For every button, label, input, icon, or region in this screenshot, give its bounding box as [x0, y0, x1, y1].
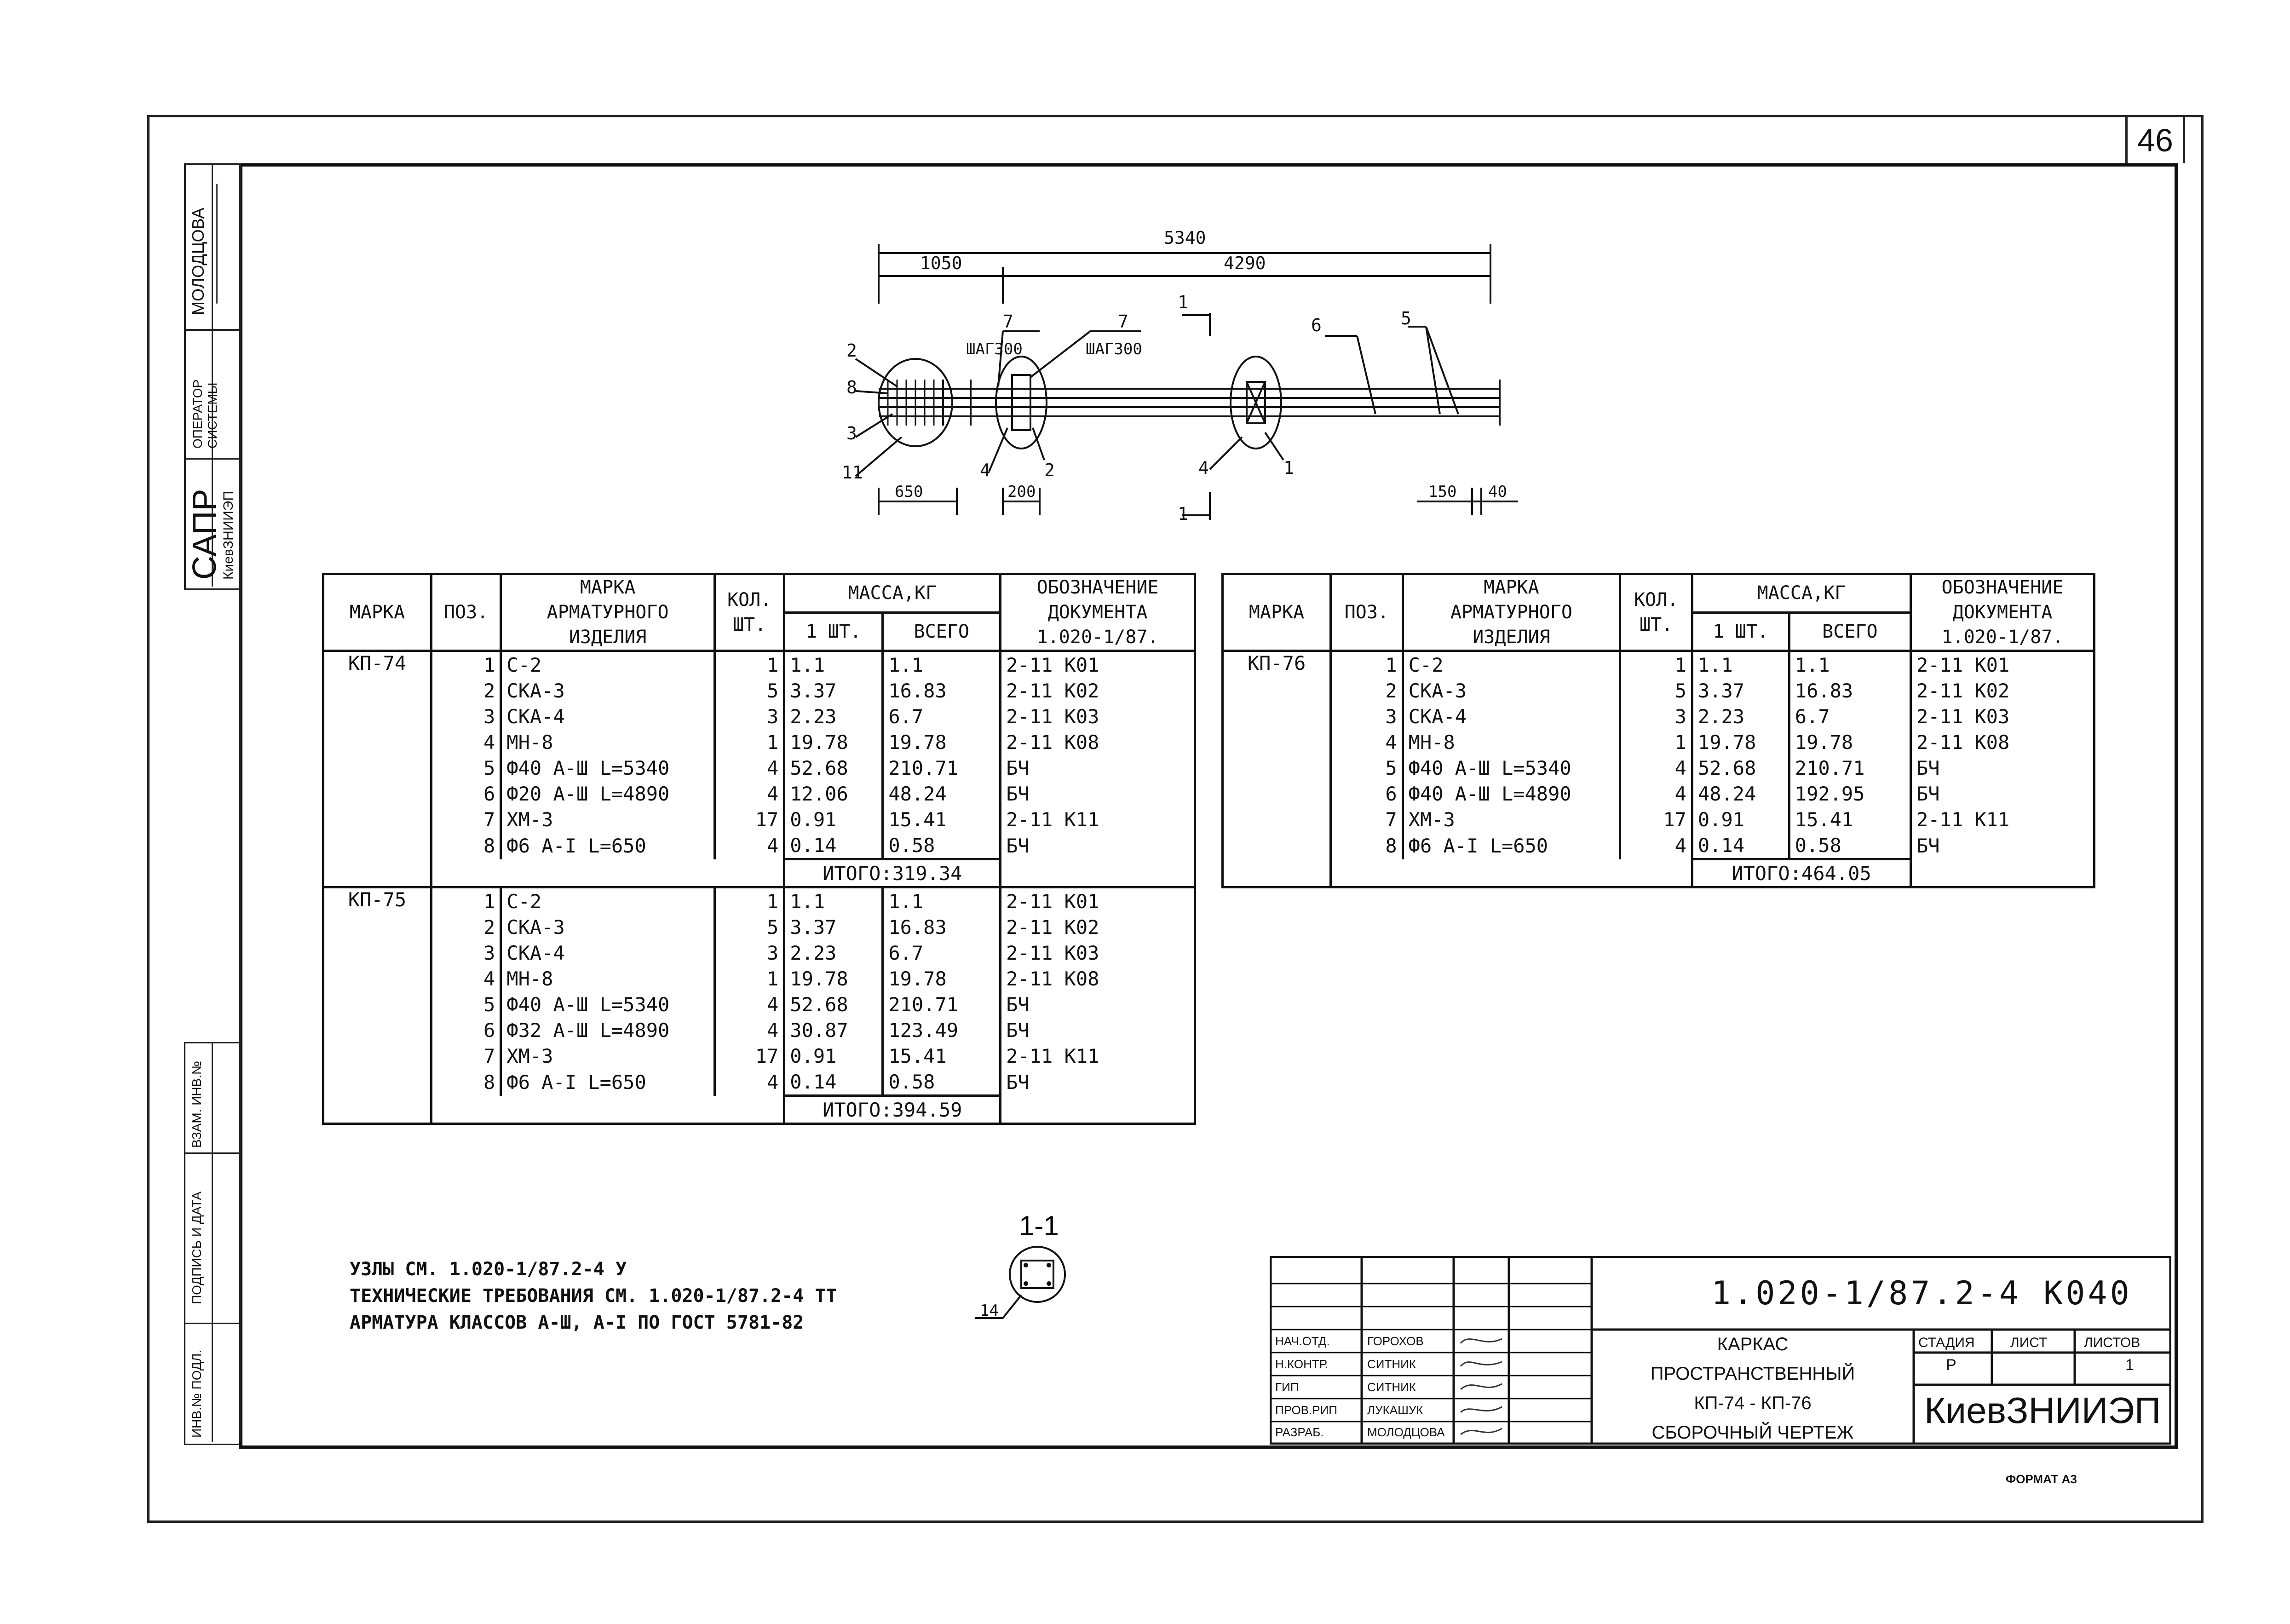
table-cell: 3	[431, 703, 501, 729]
table-cell: 12.06	[784, 781, 883, 806]
table-cell: БЧ	[1006, 1019, 1030, 1042]
name: ЛУКАШУК	[1367, 1403, 1423, 1417]
marka-cell: КП-75	[323, 887, 432, 1124]
side-strip	[184, 163, 241, 1442]
table-cell: 19.78	[883, 966, 1001, 991]
table-cell: Ф40 А-Ш L=4890	[1403, 781, 1620, 806]
callout: 3	[846, 423, 857, 443]
table-row	[323, 1069, 1195, 1096]
callout: 5	[1401, 308, 1411, 328]
organization: КиевЗНИИЭП	[1924, 1390, 2161, 1431]
table-row	[323, 703, 1195, 729]
sheet-value: 1	[2125, 1356, 2134, 1374]
col-poz: ПОЗ.	[431, 574, 501, 651]
dim-right: 4290	[1224, 253, 1266, 273]
table-cell: 1	[1620, 651, 1692, 678]
table-row	[1223, 678, 2094, 703]
table-cell: 2-11 К08	[1916, 731, 2010, 754]
col-qty: КОЛ. ШТ.	[714, 574, 784, 651]
total-row	[323, 1096, 1195, 1124]
table-cell: СКА-4	[1403, 703, 1620, 729]
table-cell: 8	[1331, 832, 1403, 859]
table-cell: 210.71	[1789, 755, 1910, 781]
table-row	[1223, 832, 2094, 859]
table-row	[323, 651, 1195, 678]
callout: 4	[1198, 458, 1209, 478]
table-cell: 2-11 К02	[1916, 679, 2010, 702]
table-cell: 1.1	[784, 887, 883, 915]
table-cell: 52.68	[784, 755, 883, 781]
table-cell: 5	[1620, 678, 1692, 703]
table-cell: 15.41	[1789, 806, 1910, 832]
total-row	[323, 859, 1195, 887]
table-row	[323, 729, 1195, 755]
marka-cell: КП-76	[1223, 651, 1331, 887]
col-mass: МАССА,КГ	[784, 574, 1001, 613]
table-cell: БЧ	[1006, 834, 1030, 857]
table-cell: 5	[714, 678, 784, 703]
table-cell: 30.87	[784, 1017, 883, 1043]
title-block	[1270, 1256, 2171, 1445]
table-cell: 6	[431, 781, 501, 806]
table-cell: 2	[1331, 678, 1403, 703]
table-cell: 19.78	[1789, 729, 1910, 755]
name: МОЛОДЦОВА	[1367, 1425, 1445, 1439]
table-cell: 2-11 К08	[1006, 967, 1099, 990]
table-cell: 1	[714, 729, 784, 755]
table-cell: 2-11 К01	[1001, 887, 1195, 915]
operator-label: ОПЕРАТОР СИСТЕМЫ	[190, 379, 219, 449]
table-cell: 4	[714, 1069, 784, 1096]
table-cell: С-2	[501, 651, 715, 678]
stage-label: СТАДИЯ	[1918, 1335, 1975, 1350]
table-cell: Ф20 А-Ш L=4890	[501, 781, 715, 806]
table-cell: МН-8	[1403, 729, 1620, 755]
table-cell: 4	[431, 729, 501, 755]
table-cell: 2.23	[1692, 703, 1789, 729]
callout: 4	[980, 460, 990, 480]
table-cell: 2-11 К03	[1006, 941, 1099, 964]
note-line: ТЕХНИЧЕСКИЕ ТРЕБОВАНИЯ СМ. 1.020-1/87.2-4 ТТ	[350, 1285, 837, 1307]
step-label-1: ШАГ300	[966, 340, 1023, 358]
table-cell: ХМ-3	[501, 1043, 715, 1069]
dim-650: 650	[895, 483, 923, 501]
table-cell: 3	[714, 703, 784, 729]
stamp-signature-date: ПОДПИСЬ И ДАТА	[190, 1191, 204, 1304]
table-cell: 1.1	[1692, 651, 1789, 678]
table-cell: 1	[431, 651, 501, 678]
table-cell: 1	[1331, 651, 1403, 678]
col-item-mark: МАРКА АРМАТУРНОГО ИЗДЕЛИЯ	[501, 574, 715, 651]
table-row	[323, 991, 1195, 1017]
name: СИТНИК	[1367, 1357, 1416, 1371]
table-cell: 2-11 К01	[1006, 653, 1099, 676]
table-cell: 4	[431, 966, 501, 991]
role-norm-control: Н.КОНТР.	[1275, 1357, 1329, 1371]
table-cell: 8	[431, 1069, 501, 1096]
section-mark-top: 1	[1178, 292, 1188, 312]
col-mass-total: ВСЕГО	[883, 612, 1001, 651]
table-cell: Ф40 А-Ш L=5340	[501, 991, 715, 1017]
notes	[350, 1256, 837, 1336]
table-cell: 2-11 К02	[1006, 679, 1099, 702]
table-cell: 123.49	[883, 1017, 1001, 1043]
table-cell: 3.37	[784, 914, 883, 940]
table-cell: СКА-3	[1403, 678, 1620, 703]
col-poz: ПОЗ.	[1331, 574, 1403, 651]
table-row	[1223, 806, 2094, 832]
table-cell: 6.7	[1789, 703, 1910, 729]
section-title: 1-1	[1019, 1210, 1059, 1241]
stamp-replace-inv: ВЗАМ. ИНВ.№	[190, 1060, 204, 1148]
table-cell: 0.58	[883, 1069, 1001, 1096]
table-cell: 1	[714, 887, 784, 915]
table-cell: 4	[1620, 781, 1692, 806]
table-cell: 0.91	[784, 806, 883, 832]
total-cell: ИТОГО:394.59	[784, 1096, 1001, 1124]
table-cell: 5	[714, 914, 784, 940]
col-marka: МАРКА	[323, 574, 432, 651]
col-mass-one: 1 ШТ.	[1692, 612, 1789, 651]
table-cell: 3.37	[1692, 678, 1789, 703]
table-row	[323, 1017, 1195, 1043]
callout: 14	[980, 1302, 999, 1320]
table-cell: 5	[431, 755, 501, 781]
table-cell: 0.14	[784, 1069, 883, 1096]
callout: 7	[1003, 311, 1013, 332]
table-cell: 4	[714, 832, 784, 859]
table-cell: 7	[1331, 806, 1403, 832]
table-cell: БЧ	[1916, 782, 1940, 805]
col-marka: МАРКА	[1223, 574, 1331, 651]
table-cell: 15.41	[883, 806, 1001, 832]
table-cell: Ф6 А-I L=650	[1403, 832, 1620, 859]
role-gip: ГИП	[1275, 1380, 1299, 1394]
table-row	[323, 914, 1195, 940]
table-cell: 4	[714, 1017, 784, 1043]
table-cell: Ф6 А-I L=650	[501, 832, 715, 859]
table-cell: 16.83	[1789, 678, 1910, 703]
table-row	[323, 781, 1195, 806]
format-label: ФОРМАТ А3	[2006, 1472, 2077, 1486]
table-cell: 15.41	[883, 1043, 1001, 1069]
table-cell: 4	[1331, 729, 1403, 755]
table-cell: 52.68	[1692, 755, 1789, 781]
table-cell: 0.58	[883, 832, 1001, 859]
table-row	[323, 832, 1195, 859]
table-cell: 3	[1620, 703, 1692, 729]
section-1-1	[938, 1205, 1095, 1334]
table-cell: СКА-4	[501, 940, 715, 966]
table-cell: 4	[1620, 755, 1692, 781]
sheets-label: ЛИСТОВ	[2084, 1335, 2140, 1350]
table-cell: 1.1	[784, 651, 883, 678]
table-cell: 2-11 К03	[1916, 705, 2010, 728]
table-cell: ХМ-3	[501, 806, 715, 832]
table-row	[323, 678, 1195, 703]
table-row	[323, 1043, 1195, 1069]
table-cell: 3	[714, 940, 784, 966]
table-cell: 3	[1331, 703, 1403, 729]
author-signature	[216, 179, 238, 304]
name: ГОРОХОВ	[1367, 1334, 1424, 1348]
spec-table-left	[322, 573, 1196, 1125]
table-row	[323, 806, 1195, 832]
table-cell: 19.78	[784, 729, 883, 755]
table-cell: 1	[431, 887, 501, 915]
name: СИТНИК	[1367, 1380, 1416, 1394]
table-cell: 210.71	[883, 755, 1001, 781]
dim-200: 200	[1007, 483, 1036, 501]
table-row	[1223, 703, 2094, 729]
table-cell: 48.24	[883, 781, 1001, 806]
table-cell: 0.14	[1692, 832, 1789, 859]
table-cell: 4	[714, 755, 784, 781]
callout: 2	[846, 340, 857, 361]
table-cell: 6.7	[883, 940, 1001, 966]
table-cell: 0.14	[784, 832, 883, 859]
role-checker: ПРОВ.РИП	[1275, 1403, 1337, 1417]
author-surname: МОЛОДЦОВА	[189, 207, 207, 315]
table-cell: 1.1	[883, 887, 1001, 915]
table-cell: 2-11 К11	[1006, 808, 1099, 831]
step-label-2: ШАГ300	[1086, 340, 1142, 358]
col-doc: ОБОЗНАЧЕНИЕ ДОКУМЕНТА 1.020-1/87.	[1910, 574, 2094, 651]
table-cell: 0.91	[1692, 806, 1789, 832]
table-cell: СКА-3	[501, 678, 715, 703]
system-name: САПР	[186, 489, 223, 580]
table-cell: 2.23	[784, 703, 883, 729]
table-cell: БЧ	[1006, 993, 1030, 1016]
table-cell: 1	[714, 651, 784, 678]
table-cell: 17	[1620, 806, 1692, 832]
table-row	[323, 755, 1195, 781]
table-cell: 5	[431, 991, 501, 1017]
total-cell: ИТОГО:319.34	[784, 859, 1001, 887]
table-cell: 7	[431, 806, 501, 832]
assembly-drawing	[782, 221, 1564, 543]
col-item-mark: МАРКА АРМАТУРНОГО ИЗДЕЛИЯ	[1403, 574, 1620, 651]
table-cell: БЧ	[1006, 756, 1030, 779]
table-cell: 52.68	[784, 991, 883, 1017]
table-cell: С-2	[501, 887, 715, 915]
sheet-number: 46	[2125, 115, 2185, 163]
table-cell: 3	[431, 940, 501, 966]
spec-table-right	[1221, 573, 2095, 888]
table-cell: 4	[714, 991, 784, 1017]
org-short-vertical: КиевЗНИИЭП	[221, 491, 236, 580]
table-row	[323, 966, 1195, 991]
col-doc: ОБОЗНАЧЕНИЕ ДОКУМЕНТА 1.020-1/87.	[1001, 574, 1195, 651]
table-cell: 2-11 К11	[1006, 1044, 1099, 1067]
table-cell: 2-11 К02	[1006, 916, 1099, 939]
table-cell: 1.1	[883, 651, 1001, 678]
drawing-title: КАРКАС ПРОСТРАНСТВЕННЫЙ КП-74 - КП-76 СБОРОЧНЫЙ ЧЕРТЕЖ	[1650, 1334, 1855, 1443]
table-row	[1223, 651, 2094, 678]
callout: 8	[846, 377, 857, 397]
table-cell: 2.23	[784, 940, 883, 966]
table-cell: 19.78	[1692, 729, 1789, 755]
document-code: 1.020-1/87.2-4 К040	[1711, 1274, 2132, 1312]
table-cell: 192.95	[1789, 781, 1910, 806]
table-cell: 0.58	[1789, 832, 1910, 859]
table-cell: 8	[431, 832, 501, 859]
table-cell: Ф6 А-I L=650	[501, 1069, 715, 1096]
callout: 1	[1283, 458, 1294, 478]
table-cell: 3.37	[784, 678, 883, 703]
table-cell: БЧ	[1916, 756, 1940, 779]
table-row	[323, 887, 1195, 915]
note-line: УЗЛЫ СМ. 1.020-1/87.2-4 У	[350, 1259, 627, 1280]
callout: 2	[1044, 460, 1055, 480]
stage-value: Р	[1946, 1356, 1956, 1374]
table-cell: 48.24	[1692, 781, 1789, 806]
table-cell: 2	[431, 914, 501, 940]
dim-40: 40	[1488, 483, 1507, 501]
callout: 11	[842, 462, 863, 483]
stamp-inv-original: ИНВ.№ ПОДЛ.	[190, 1349, 204, 1438]
table-cell: 1	[1620, 729, 1692, 755]
table-cell: Ф32 А-Ш L=4890	[501, 1017, 715, 1043]
table-cell: 5	[1331, 755, 1403, 781]
signatures	[1456, 1330, 1507, 1445]
table-cell: 2-11 К01	[1916, 653, 2010, 676]
role-head: НАЧ.ОТД.	[1275, 1334, 1330, 1348]
table-cell: 0.91	[784, 1043, 883, 1069]
total-cell: ИТОГО:464.05	[1692, 859, 1910, 887]
col-mass-total: ВСЕГО	[1789, 612, 1910, 651]
role-developer: РАЗРАБ.	[1275, 1425, 1324, 1439]
table-cell: 4	[1620, 832, 1692, 859]
table-cell: 6.7	[883, 703, 1001, 729]
callout: 6	[1311, 315, 1322, 335]
col-mass-one: 1 ШТ.	[784, 612, 883, 651]
table-cell: Ф40 А-Ш L=5340	[501, 755, 715, 781]
table-cell: 1.1	[1789, 651, 1910, 678]
col-mass: МАССА,КГ	[1692, 574, 1910, 613]
marka-cell: КП-74	[323, 651, 432, 887]
table-cell: БЧ	[1006, 782, 1030, 805]
table-cell: 2-11 К11	[1916, 808, 2010, 831]
dim-total: 5340	[1164, 228, 1206, 248]
table-cell: ХМ-3	[1403, 806, 1620, 832]
table-row	[1223, 755, 2094, 781]
table-cell: 6	[1331, 781, 1403, 806]
table-cell: 210.71	[883, 991, 1001, 1017]
table-cell: Ф40 А-Ш L=5340	[1403, 755, 1620, 781]
table-cell: С-2	[1403, 651, 1620, 678]
table-cell: 4	[714, 781, 784, 806]
note-line: АРМАТУРА КЛАССОВ А-Ш, А-I ПО ГОСТ 5781-82	[350, 1312, 804, 1333]
table-cell: 16.83	[883, 914, 1001, 940]
table-cell: БЧ	[1916, 834, 1940, 857]
table-cell: БЧ	[1006, 1071, 1030, 1094]
table-cell: 2-11 К08	[1006, 731, 1099, 754]
total-row	[1223, 859, 2094, 887]
table-cell: 6	[431, 1017, 501, 1043]
table-cell: 17	[714, 1043, 784, 1069]
sheet-label: ЛИСТ	[2010, 1335, 2048, 1350]
table-row	[1223, 781, 2094, 806]
table-cell: МН-8	[501, 729, 715, 755]
table-cell: 17	[714, 806, 784, 832]
table-cell: СКА-3	[501, 914, 715, 940]
table-row	[323, 940, 1195, 966]
dim-150: 150	[1428, 483, 1457, 501]
col-qty: КОЛ. ШТ.	[1620, 574, 1692, 651]
table-cell: 2-11 К03	[1006, 705, 1099, 728]
table-cell: СКА-4	[501, 703, 715, 729]
table-cell: 7	[431, 1043, 501, 1069]
table-cell: 19.78	[784, 966, 883, 991]
table-cell: 19.78	[883, 729, 1001, 755]
table-cell: 2	[431, 678, 501, 703]
table-cell: 16.83	[883, 678, 1001, 703]
dim-left: 1050	[920, 253, 962, 273]
table-cell: 1	[714, 966, 784, 991]
table-row	[1223, 729, 2094, 755]
section-mark-bottom: 1	[1178, 504, 1188, 524]
table-cell: МН-8	[501, 966, 715, 991]
callout: 7	[1118, 311, 1128, 332]
